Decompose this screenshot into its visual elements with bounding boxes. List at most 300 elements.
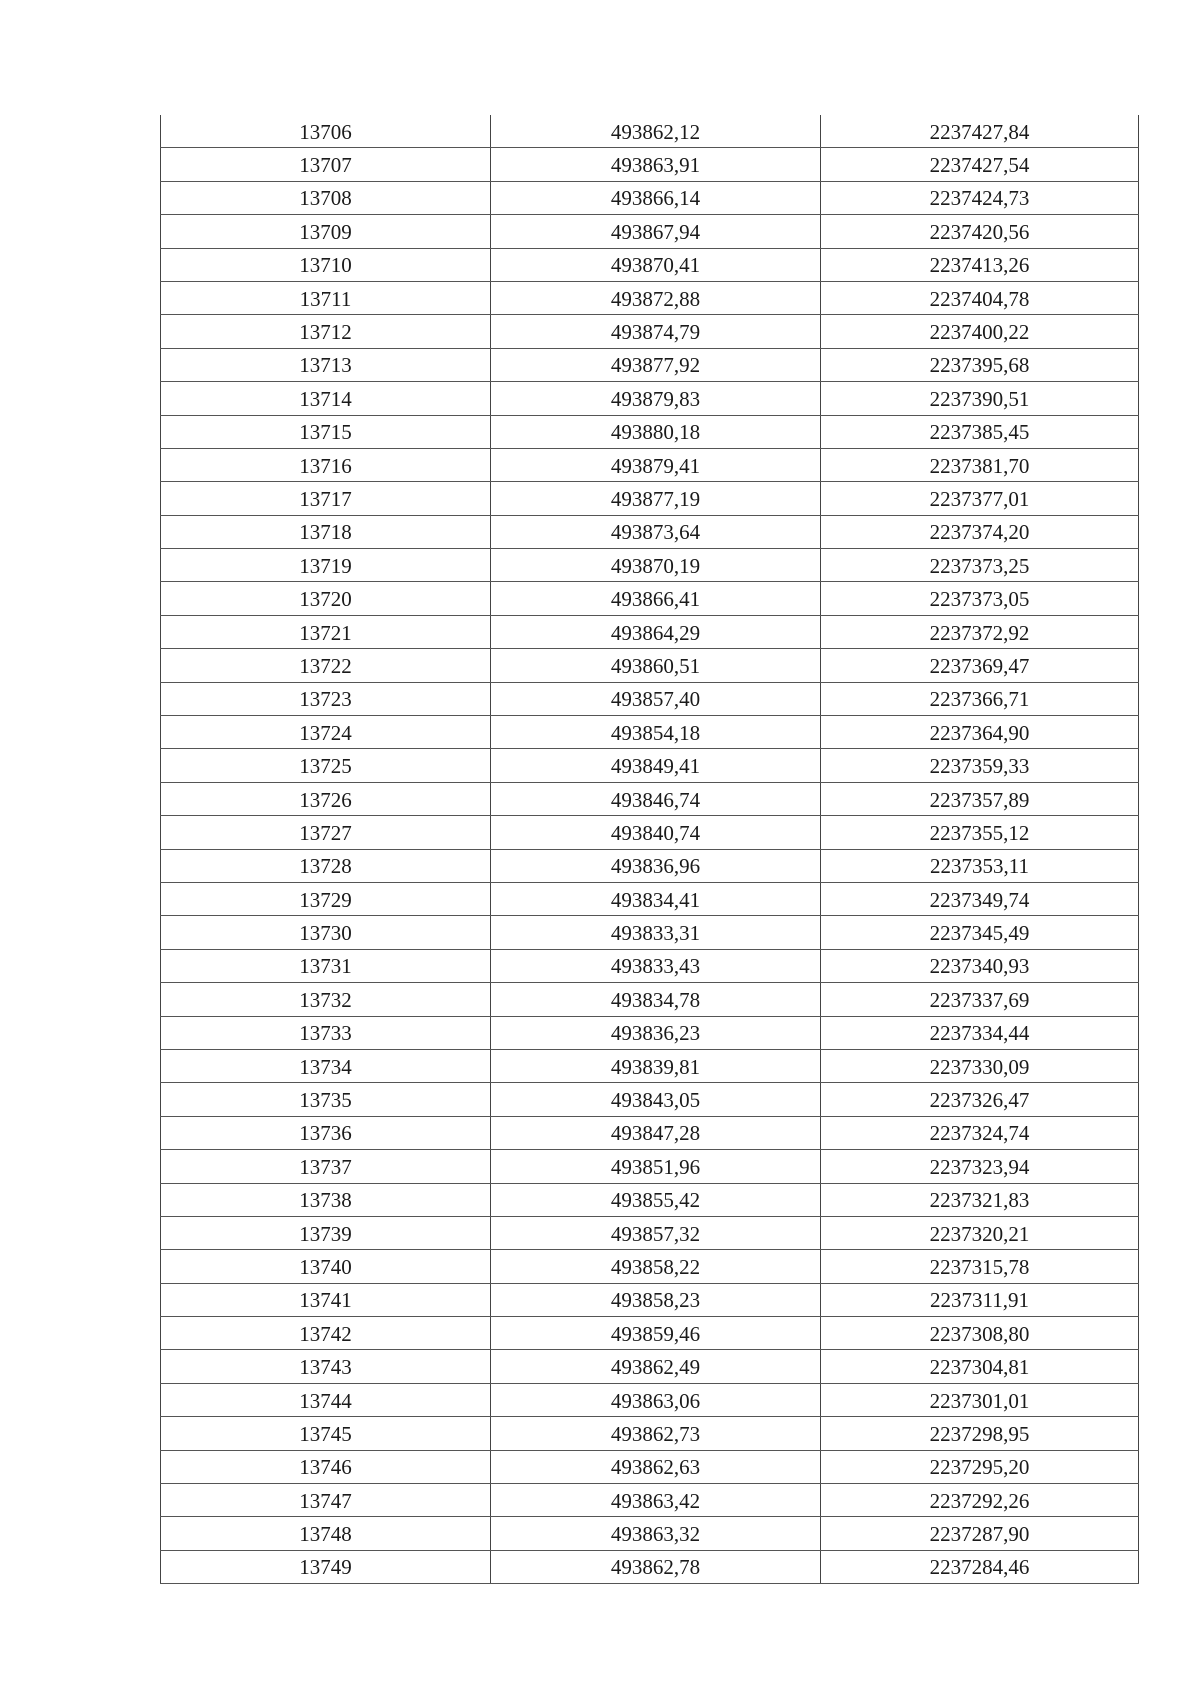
y-coordinate-cell [821,1216,1139,1249]
table-row [161,682,1139,715]
cell-text: 493862,49 [610,1355,701,1380]
table-row [161,1283,1139,1316]
x-coordinate-cell [491,1083,821,1116]
cell-text: 2237340,93 [929,954,1030,979]
cell-text: 2237349,74 [929,887,1030,912]
cell-text: 13718 [299,520,352,545]
cell-text: 2237395,68 [929,353,1030,378]
cell-text: 13737 [299,1154,352,1179]
y-coordinate-cell [821,181,1139,214]
x-coordinate-cell [491,348,821,381]
cell-text: 493870,41 [610,253,701,278]
cell-text: 13708 [299,186,352,211]
cell-text: 493862,73 [610,1421,701,1446]
cell-text: 13747 [299,1488,352,1513]
point-number-cell [161,348,491,381]
table-row [161,1216,1139,1249]
point-number-cell [161,382,491,415]
y-coordinate-cell [821,515,1139,548]
cell-text: 493833,43 [610,954,701,979]
x-coordinate-cell [491,1517,821,1550]
y-coordinate-cell [821,1517,1139,1550]
table-row [161,515,1139,548]
y-coordinate-cell [821,1484,1139,1517]
cell-text: 2237420,56 [929,219,1030,244]
x-coordinate-cell [491,1350,821,1383]
coordinates-table-body [161,115,1139,1584]
cell-text: 2237424,73 [929,186,1030,211]
x-coordinate-cell [491,482,821,515]
point-number-cell [161,1350,491,1383]
cell-text: 493866,41 [610,587,701,612]
cell-text: 2237400,22 [929,320,1030,345]
x-coordinate-cell [491,749,821,782]
x-coordinate-cell [491,1283,821,1316]
point-number-cell [161,148,491,181]
x-coordinate-cell [491,615,821,648]
cell-text: 13722 [299,653,352,678]
cell-text: 13725 [299,754,352,779]
x-coordinate-cell [491,949,821,982]
cell-text: 2237381,70 [929,453,1030,478]
cell-text: 13711 [299,286,352,311]
cell-text: 13729 [299,887,352,912]
y-coordinate-cell [821,1116,1139,1149]
cell-text: 493849,41 [610,754,701,779]
coordinates-table-container [160,115,1138,1584]
cell-text: 2237323,94 [929,1154,1030,1179]
y-coordinate-cell [821,1283,1139,1316]
point-number-cell [161,916,491,949]
table-row [161,1049,1139,1082]
cell-text: 2237304,81 [929,1355,1030,1380]
point-number-cell [161,115,491,148]
cell-text: 2237385,45 [929,420,1030,445]
cell-text: 2237308,80 [929,1321,1030,1346]
y-coordinate-cell [821,1383,1139,1416]
cell-text: 493859,46 [610,1321,701,1346]
point-number-cell [161,1283,491,1316]
cell-text: 13739 [299,1221,352,1246]
cell-text: 13707 [299,153,352,178]
cell-text: 2237337,69 [929,987,1030,1012]
table-row [161,749,1139,782]
cell-text: 13749 [299,1555,352,1580]
table-row [161,415,1139,448]
cell-text: 13723 [299,687,352,712]
point-number-cell [161,515,491,548]
point-number-cell [161,1150,491,1183]
cell-text: 493864,29 [610,620,701,645]
y-coordinate-cell [821,849,1139,882]
cell-text: 2237413,26 [929,253,1030,278]
table-row [161,1083,1139,1116]
cell-text: 2237345,49 [929,921,1030,946]
cell-text: 2237353,11 [930,854,1029,879]
cell-text: 2237373,05 [929,587,1030,612]
cell-text: 13748 [299,1522,352,1547]
cell-text: 2237298,95 [929,1421,1030,1446]
x-coordinate-cell [491,916,821,949]
point-number-cell [161,1550,491,1583]
cell-text: 2237284,46 [929,1555,1030,1580]
table-row [161,782,1139,815]
point-number-cell [161,1317,491,1350]
table-row [161,849,1139,882]
cell-text: 2237369,47 [929,653,1030,678]
point-number-cell [161,1049,491,1082]
point-number-cell [161,949,491,982]
x-coordinate-cell [491,816,821,849]
cell-text: 13732 [299,987,352,1012]
y-coordinate-cell [821,215,1139,248]
cell-text: 2237320,21 [929,1221,1030,1246]
table-row [161,983,1139,1016]
table-row [161,115,1139,148]
cell-text: 2237324,74 [929,1121,1030,1146]
cell-text: 13706 [299,119,352,144]
cell-text: 13715 [299,420,352,445]
cell-text: 13741 [299,1288,352,1313]
y-coordinate-cell [821,1550,1139,1583]
point-number-cell [161,1183,491,1216]
cell-text: 493880,18 [610,420,701,445]
table-row [161,582,1139,615]
point-number-cell [161,1450,491,1483]
x-coordinate-cell [491,849,821,882]
table-row [161,1116,1139,1149]
table-row [161,1250,1139,1283]
point-number-cell [161,1216,491,1249]
y-coordinate-cell [821,248,1139,281]
table-row [161,1183,1139,1216]
cell-text: 493867,94 [610,219,701,244]
cell-text: 2237404,78 [929,286,1030,311]
cell-text: 13746 [299,1455,352,1480]
point-number-cell [161,281,491,314]
cell-text: 13738 [299,1188,352,1213]
y-coordinate-cell [821,916,1139,949]
y-coordinate-cell [821,816,1139,849]
cell-text: 2237372,92 [929,620,1030,645]
y-coordinate-cell [821,482,1139,515]
cell-text: 493863,06 [610,1388,701,1413]
point-number-cell [161,1250,491,1283]
cell-text: 493851,96 [610,1154,701,1179]
y-coordinate-cell [821,1016,1139,1049]
y-coordinate-cell [821,1083,1139,1116]
table-row [161,315,1139,348]
cell-text: 2237334,44 [929,1021,1030,1046]
table-row [161,816,1139,849]
x-coordinate-cell [491,882,821,915]
cell-text: 493879,41 [610,453,701,478]
cell-text: 493858,22 [610,1254,701,1279]
x-coordinate-cell [491,1183,821,1216]
y-coordinate-cell [821,1450,1139,1483]
table-row [161,1350,1139,1383]
cell-text: 13745 [299,1421,352,1446]
cell-text: 493833,31 [610,921,701,946]
cell-text: 493863,42 [610,1488,701,1513]
y-coordinate-cell [821,1350,1139,1383]
y-coordinate-cell [821,882,1139,915]
cell-text: 13710 [299,253,352,278]
cell-text: 13731 [299,954,352,979]
table-row [161,716,1139,749]
x-coordinate-cell [491,782,821,815]
x-coordinate-cell [491,549,821,582]
table-row [161,649,1139,682]
table-row [161,382,1139,415]
cell-text: 493873,64 [610,520,701,545]
y-coordinate-cell [821,281,1139,314]
x-coordinate-cell [491,448,821,481]
point-number-cell [161,1484,491,1517]
x-coordinate-cell [491,281,821,314]
cell-text: 493858,23 [610,1288,701,1313]
cell-text: 13743 [299,1355,352,1380]
cell-text: 493839,81 [610,1054,701,1079]
cell-text: 2237287,90 [929,1522,1030,1547]
cell-text: 13742 [299,1321,352,1346]
cell-text: 13717 [299,486,352,511]
cell-text: 13713 [299,353,352,378]
y-coordinate-cell [821,382,1139,415]
table-row [161,181,1139,214]
point-number-cell [161,816,491,849]
cell-text: 493862,78 [610,1555,701,1580]
x-coordinate-cell [491,1417,821,1450]
table-row [161,1450,1139,1483]
point-number-cell [161,1083,491,1116]
cell-text: 2237377,01 [929,486,1030,511]
cell-text: 2237311,91 [930,1288,1029,1313]
x-coordinate-cell [491,1150,821,1183]
cell-text: 13735 [299,1088,352,1113]
y-coordinate-cell [821,582,1139,615]
y-coordinate-cell [821,749,1139,782]
x-coordinate-cell [491,1450,821,1483]
point-number-cell [161,749,491,782]
cell-text: 493877,92 [610,353,701,378]
x-coordinate-cell [491,649,821,682]
point-number-cell [161,582,491,615]
x-coordinate-cell [491,382,821,415]
cell-text: 13714 [299,386,352,411]
cell-text: 13719 [299,553,352,578]
cell-text: 493862,63 [610,1455,701,1480]
point-number-cell [161,1116,491,1149]
point-number-cell [161,448,491,481]
cell-text: 493877,19 [610,486,701,511]
y-coordinate-cell [821,649,1139,682]
cell-text: 13721 [299,620,352,645]
table-row [161,215,1139,248]
table-row [161,281,1139,314]
point-number-cell [161,615,491,648]
point-number-cell [161,1417,491,1450]
table-row [161,1417,1139,1450]
y-coordinate-cell [821,415,1139,448]
cell-text: 493847,28 [610,1121,701,1146]
y-coordinate-cell [821,1250,1139,1283]
cell-text: 13730 [299,921,352,946]
x-coordinate-cell [491,148,821,181]
table-row [161,1383,1139,1416]
cell-text: 493834,78 [610,987,701,1012]
x-coordinate-cell [491,515,821,548]
cell-text: 493836,23 [610,1021,701,1046]
point-number-cell [161,682,491,715]
x-coordinate-cell [491,1016,821,1049]
cell-text: 13709 [299,219,352,244]
point-number-cell [161,649,491,682]
point-number-cell [161,181,491,214]
point-number-cell [161,782,491,815]
cell-text: 2237315,78 [929,1254,1030,1279]
y-coordinate-cell [821,315,1139,348]
y-coordinate-cell [821,716,1139,749]
cell-text: 493857,40 [610,687,701,712]
table-row [161,1016,1139,1049]
cell-text: 2237301,01 [929,1388,1030,1413]
table-row [161,916,1139,949]
point-number-cell [161,1016,491,1049]
cell-text: 493855,42 [610,1188,701,1213]
cell-text: 493840,74 [610,820,701,845]
cell-text: 2237373,25 [929,553,1030,578]
x-coordinate-cell [491,215,821,248]
x-coordinate-cell [491,716,821,749]
y-coordinate-cell [821,1417,1139,1450]
x-coordinate-cell [491,415,821,448]
cell-text: 493872,88 [610,286,701,311]
cell-text: 2237355,12 [929,820,1030,845]
table-row [161,348,1139,381]
cell-text: 493857,32 [610,1221,701,1246]
point-number-cell [161,248,491,281]
table-row [161,549,1139,582]
table-row [161,1150,1139,1183]
x-coordinate-cell [491,1116,821,1149]
cell-text: 493846,74 [610,787,701,812]
cell-text: 13744 [299,1388,352,1413]
table-row [161,949,1139,982]
cell-text: 13726 [299,787,352,812]
cell-text: 2237330,09 [929,1054,1030,1079]
cell-text: 2237427,54 [929,153,1030,178]
table-row [161,1484,1139,1517]
x-coordinate-cell [491,1383,821,1416]
y-coordinate-cell [821,448,1139,481]
y-coordinate-cell [821,615,1139,648]
table-row [161,1550,1139,1583]
x-coordinate-cell [491,181,821,214]
y-coordinate-cell [821,1150,1139,1183]
cell-text: 2237321,83 [929,1188,1030,1213]
cell-text: 2237295,20 [929,1455,1030,1480]
table-row [161,148,1139,181]
point-number-cell [161,482,491,515]
cell-text: 2237359,33 [929,754,1030,779]
cell-text: 2237374,20 [929,520,1030,545]
point-number-cell [161,882,491,915]
cell-text: 493843,05 [610,1088,701,1113]
cell-text: 13716 [299,453,352,478]
table-row [161,248,1139,281]
y-coordinate-cell [821,148,1139,181]
point-number-cell [161,215,491,248]
cell-text: 2237427,84 [929,119,1030,144]
cell-text: 13712 [299,320,352,345]
cell-text: 2237390,51 [929,386,1030,411]
cell-text: 493836,96 [610,854,701,879]
cell-text: 13733 [299,1021,352,1046]
point-number-cell [161,315,491,348]
x-coordinate-cell [491,1484,821,1517]
point-number-cell [161,1517,491,1550]
cell-text: 493854,18 [610,720,701,745]
cell-text: 493866,14 [610,186,701,211]
y-coordinate-cell [821,782,1139,815]
table-row [161,882,1139,915]
cell-text: 493834,41 [610,887,701,912]
point-number-cell [161,849,491,882]
x-coordinate-cell [491,1049,821,1082]
y-coordinate-cell [821,949,1139,982]
x-coordinate-cell [491,682,821,715]
cell-text: 493870,19 [610,553,701,578]
x-coordinate-cell [491,115,821,148]
table-row [161,1517,1139,1550]
point-number-cell [161,716,491,749]
cell-text: 13724 [299,720,352,745]
cell-text: 13720 [299,587,352,612]
cell-text: 13727 [299,820,352,845]
point-number-cell [161,415,491,448]
cell-text: 493879,83 [610,386,701,411]
table-row [161,448,1139,481]
y-coordinate-cell [821,1049,1139,1082]
cell-text: 2237364,90 [929,720,1030,745]
x-coordinate-cell [491,1317,821,1350]
y-coordinate-cell [821,1317,1139,1350]
cell-text: 2237366,71 [929,687,1030,712]
x-coordinate-cell [491,248,821,281]
cell-text: 493863,32 [610,1522,701,1547]
y-coordinate-cell [821,983,1139,1016]
table-row [161,615,1139,648]
point-number-cell [161,1383,491,1416]
table-row [161,482,1139,515]
coordinates-table [160,115,1139,1584]
cell-text: 493862,12 [610,119,701,144]
cell-text: 493874,79 [610,320,701,345]
x-coordinate-cell [491,315,821,348]
x-coordinate-cell [491,582,821,615]
y-coordinate-cell [821,115,1139,148]
cell-text: 13740 [299,1254,352,1279]
y-coordinate-cell [821,1183,1139,1216]
cell-text: 2237292,26 [929,1488,1030,1513]
x-coordinate-cell [491,1250,821,1283]
cell-text: 493863,91 [610,153,701,178]
point-number-cell [161,983,491,1016]
point-number-cell [161,549,491,582]
table-row [161,1317,1139,1350]
y-coordinate-cell [821,348,1139,381]
